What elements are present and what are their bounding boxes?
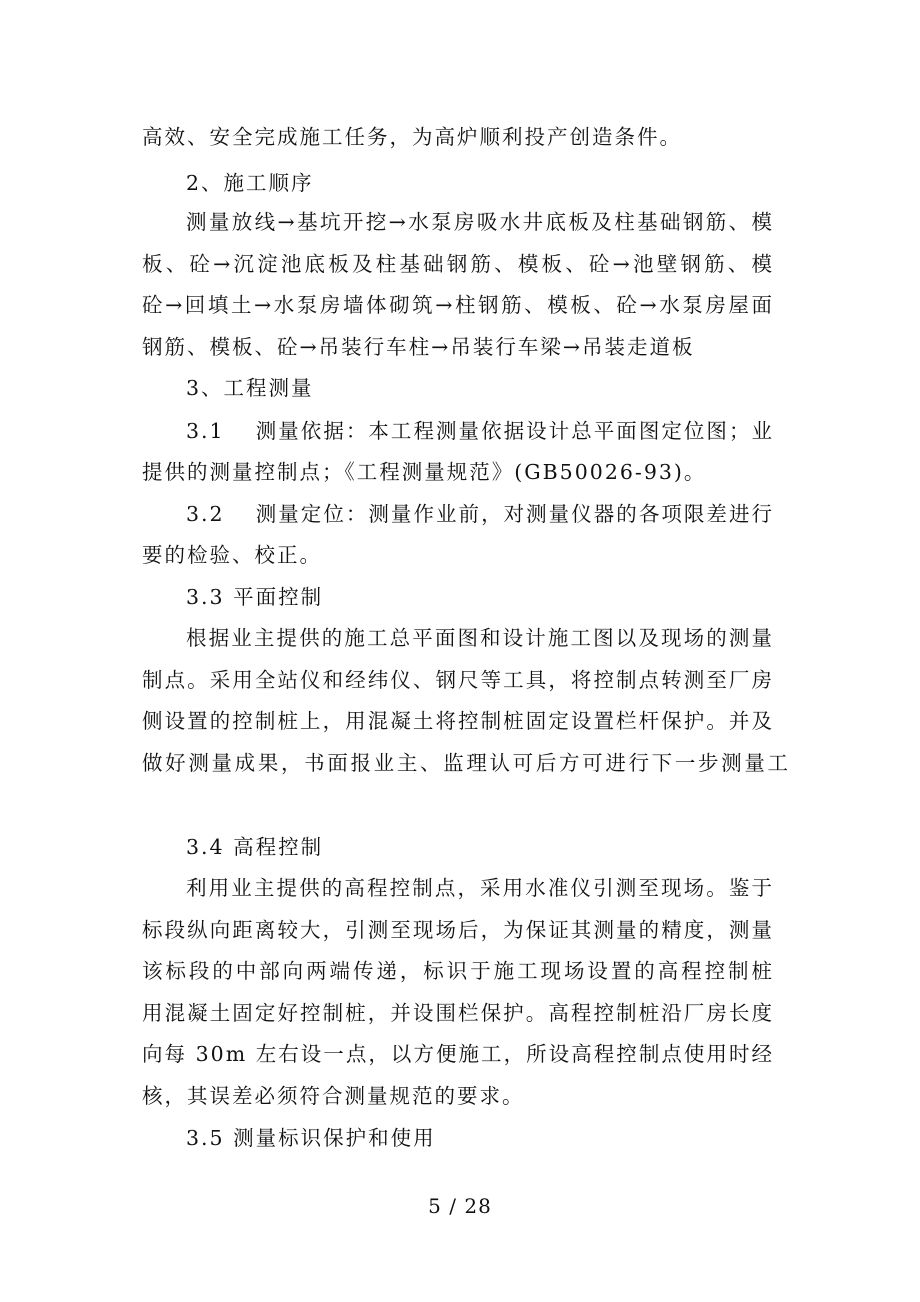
text-line: 向每 30m 左右设一点，以方便施工，所设高程控制点使用时经 — [142, 1042, 774, 1066]
text-line: 侧设置的控制桩上，用混凝土将控制桩固定设置栏杆保护。并及 — [142, 709, 774, 733]
text-line: 砼→回填土→水泵房墙体砌筑→柱钢筋、模板、砼→水泵房屋面 — [142, 293, 774, 317]
text-line: 制点。采用全站仪和经纬仪、钢尺等工具，将控制点转测至厂房 — [142, 668, 774, 692]
text-line: 高效、安全完成施工任务，为高炉顺利投产创造条件。 — [142, 125, 682, 149]
text-line: 利用业主提供的高程控制点，采用水准仪引测至现场。鉴于 — [186, 876, 774, 900]
section-heading-construction-order: 2、施工顺序 — [186, 171, 314, 195]
section-heading-elevation-control: 3.4 高程控制 — [186, 835, 324, 859]
text-line: 板、砼→沉淀池底板及柱基础钢筋、模板、砼→池壁钢筋、模 — [142, 252, 774, 276]
text-line: 根据业主提供的施工总平面图和设计施工图以及现场的测量 — [186, 626, 774, 650]
text-line: 测量放线→基坑开挖→水泵房吸水井底板及柱基础钢筋、模 — [186, 210, 774, 234]
text-line: 该标段的中部向两端传递，标识于施工现场设置的高程控制桩 — [142, 959, 774, 983]
section-heading-survey-marker-protection: 3.5 测量标识保护和使用 — [186, 1126, 436, 1150]
text-line: 做好测量成果，书面报业主、监理认可后方可进行下一步测量工 — [142, 751, 790, 775]
text-line: 标段纵向距离较大，引测至现场后，为保证其测量的精度，测量 — [142, 918, 774, 942]
page-number: 5 / 28 — [428, 1194, 492, 1218]
section-heading-plane-control: 3.3 平面控制 — [186, 585, 324, 609]
text-line: 3.2 测量定位：测量作业前，对测量仪器的各项限差进行 — [186, 502, 774, 526]
section-heading-engineering-survey: 3、工程测量 — [186, 376, 314, 400]
text-line: 提供的测量控制点；《工程测量规范》(GB50026-93)。 — [142, 460, 707, 484]
text-line: 核，其误差必须符合测量规范的要求。 — [142, 1084, 525, 1108]
text-line: 3.1 测量依据：本工程测量依据设计总平面图定位图；业 — [186, 419, 774, 443]
text-line: 用混凝土固定好控制桩，并设围栏保护。高程控制桩沿厂房长度 — [142, 1001, 774, 1025]
text-line: 钢筋、模板、砼→吊装行车柱→吊装行车梁→吊装走道板 — [142, 335, 695, 359]
text-line: 要的检验、校正。 — [142, 543, 322, 567]
